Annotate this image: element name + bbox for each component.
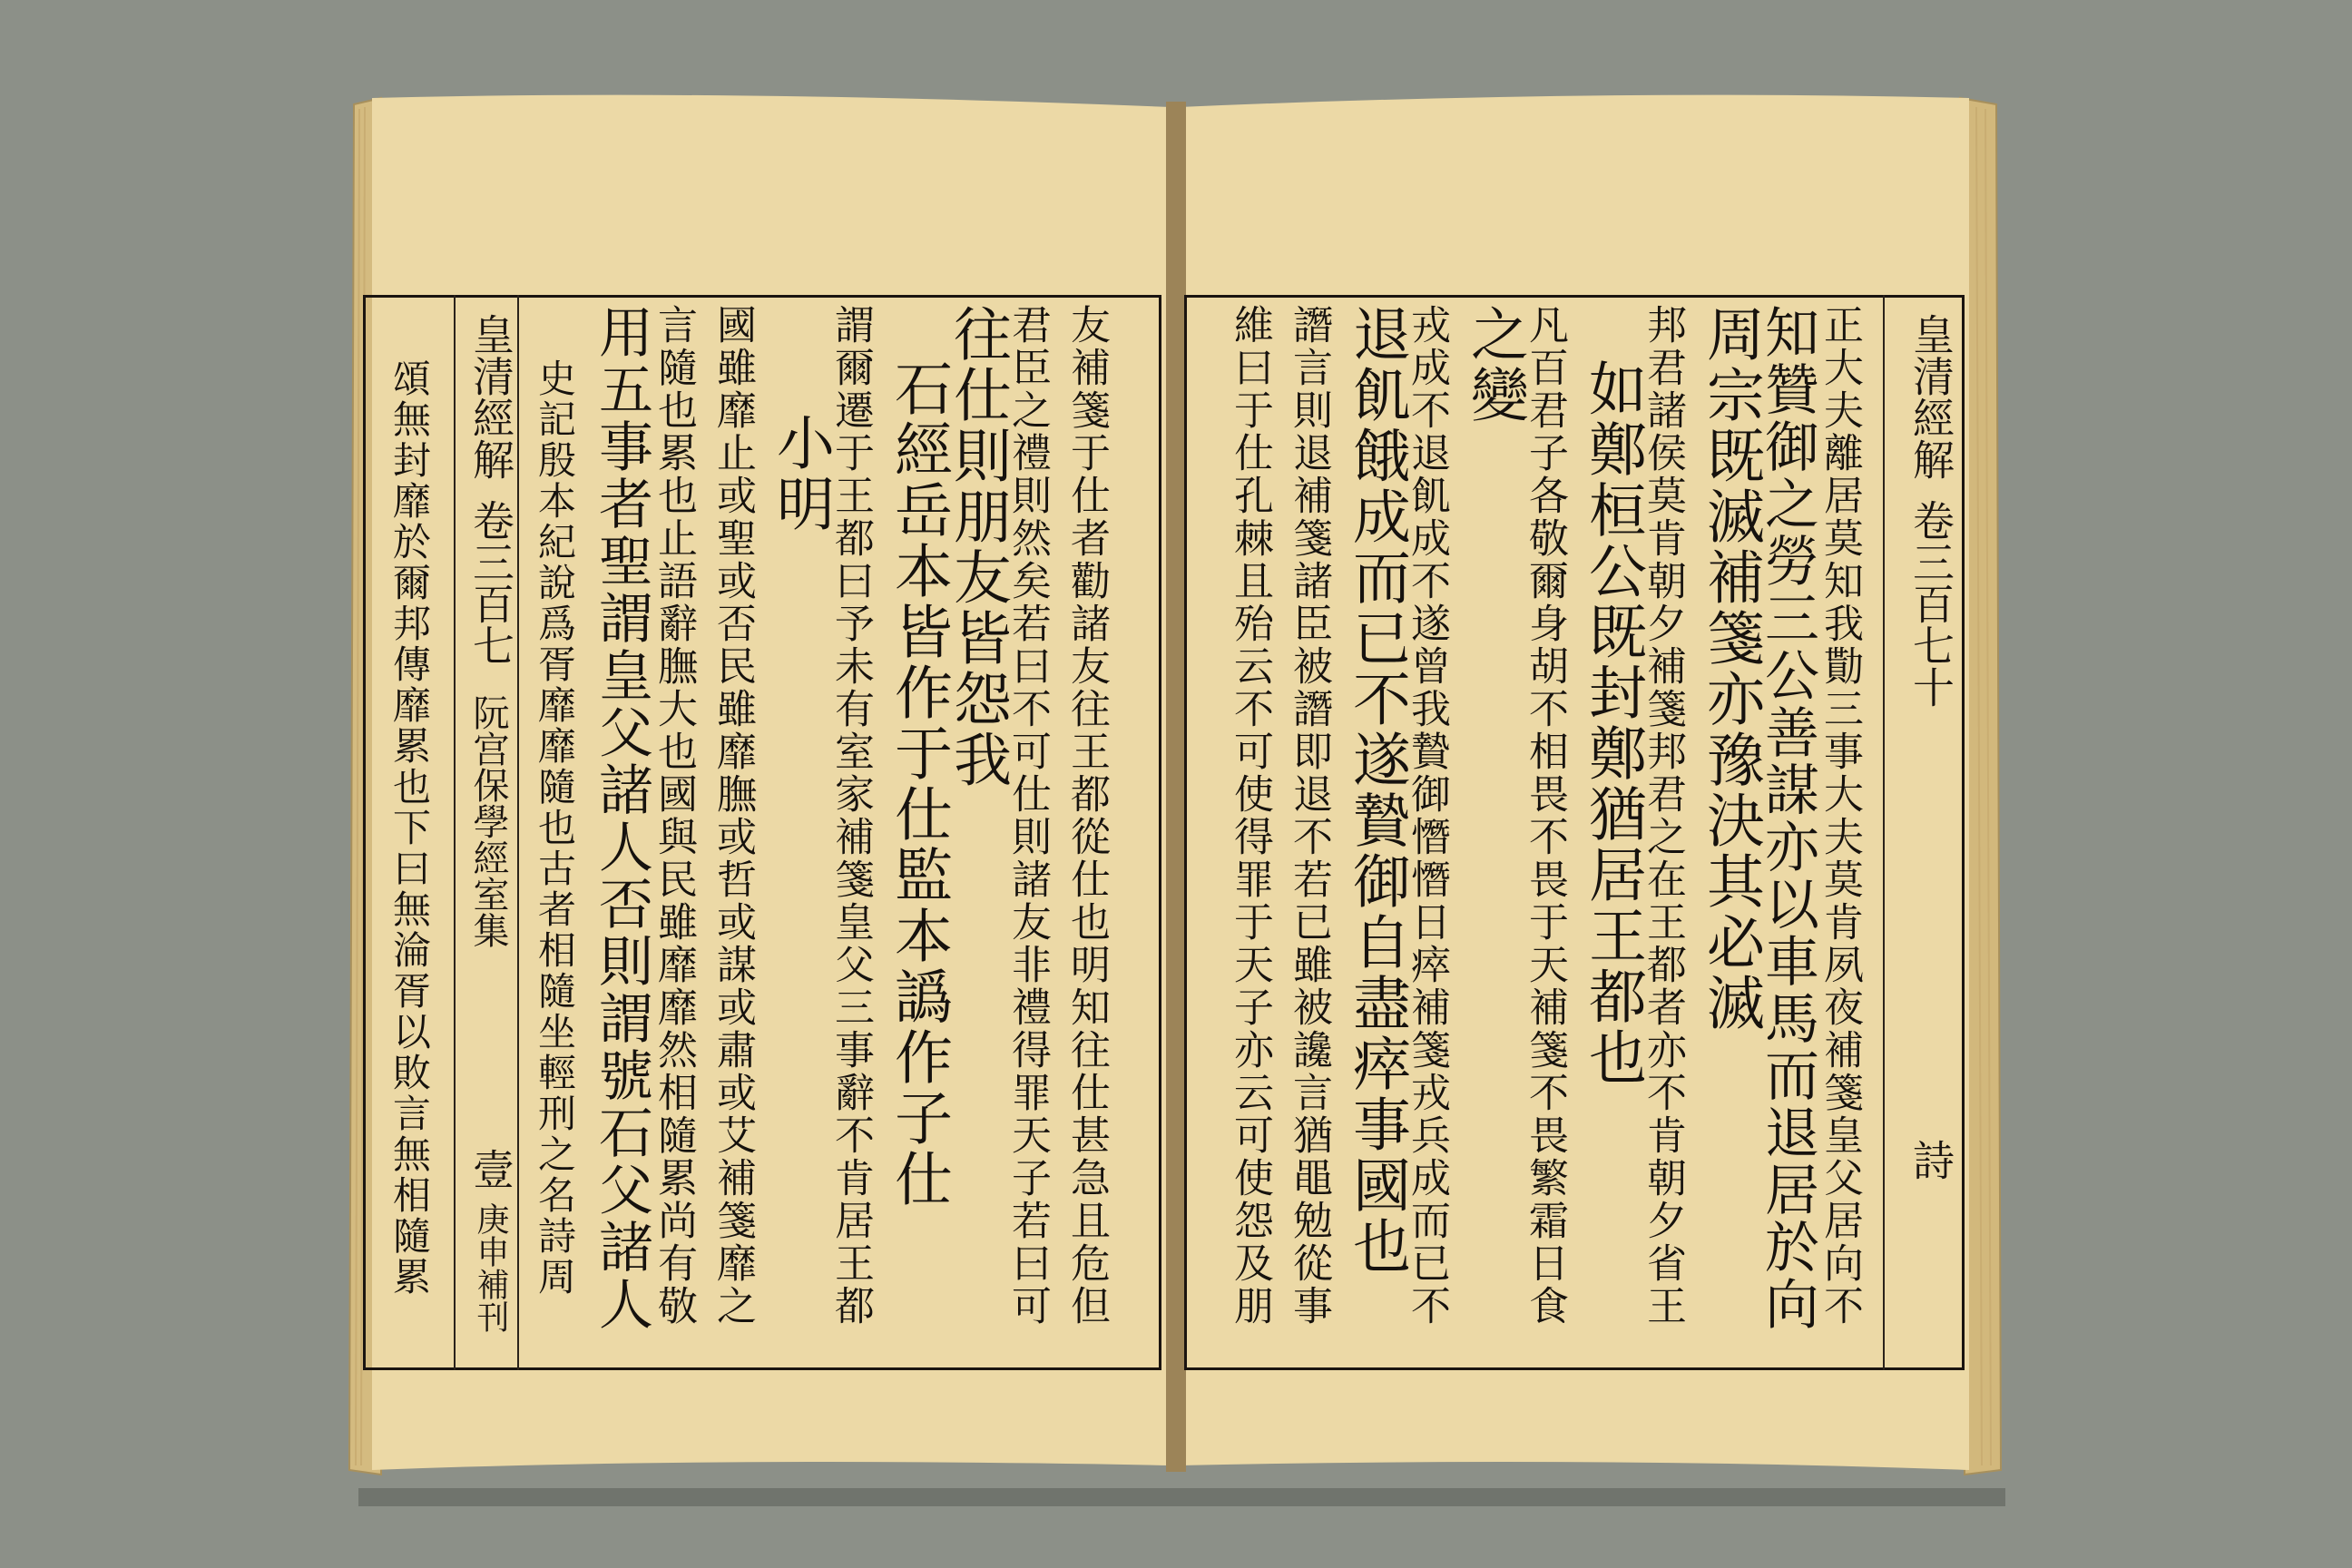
right-text-column-11: 維曰于仕孔棘且殆云不可使得罪于天子亦云可使怨及朋 xyxy=(1227,304,1273,1328)
left-text-column-1: 友補箋于仕者勸諸友往王都從仕也明知往仕甚急且危但 xyxy=(1063,304,1110,1328)
book-gutter xyxy=(1166,102,1186,1472)
right-text-column-2: 知贊御之勞三公善謀亦以車馬而退居於向 xyxy=(1756,304,1819,1333)
column-rule xyxy=(517,295,519,1370)
right-text-column-7: 之變 xyxy=(1461,304,1528,426)
left-text-column-11: 頌無封靡於爾邦傳靡累也下曰無淪胥以敗言無相隨累 xyxy=(387,358,432,1298)
right-text-column-4: 邦君諸侯莫肯朝夕補箋邦君之在王都者亦不肯朝夕省王 xyxy=(1640,304,1686,1328)
left-text-column-8: 言隨也累也止語辭膴大也國與民雖靡靡然相隨累尚有敬 xyxy=(651,304,697,1328)
left-text-column-2: 君臣之禮則然矣若曰不可仕則諸友非禮得罪天子若曰可 xyxy=(1004,304,1051,1328)
book-shadow xyxy=(358,1488,2005,1506)
right-margin-leaf: 詩 xyxy=(1906,1139,1955,1181)
left-margin-leaf: 壹 xyxy=(466,1148,515,1190)
right-text-column-10: 譖言則退補箋諸臣被譖即退不若已雖被讒言猶黽勉從事 xyxy=(1286,304,1332,1328)
left-margin-note: 庚申補刊 xyxy=(472,1202,509,1333)
left-text-column-3: 往仕則朋友皆怨我 xyxy=(944,304,1011,790)
left-text-column-9: 用五事者聖謂皇父諸人否則謂號石父諸人 xyxy=(590,304,653,1333)
right-text-column-9: 退飢餓成而已不遂贄御自盡瘁事國也 xyxy=(1343,304,1410,1277)
column-rule xyxy=(1883,295,1885,1370)
right-text-column-1: 正大夫離居莫知我勩三事大夫莫肯夙夜補箋皇父居向不 xyxy=(1817,304,1863,1328)
left-text-column-10: 史記殷本紀說爲胥靡靡隨也古者相隨坐輕刑之名詩周 xyxy=(533,358,577,1298)
left-text-column-6: 小明 xyxy=(767,413,834,534)
right-text-column-8: 戎成不退飢成不遂曾我贄御憯憯日瘁補箋戎兵成而已不 xyxy=(1404,304,1450,1328)
left-margin-volume: 卷三百七 xyxy=(466,499,515,666)
left-text-column-5: 謂爾遷于王都曰予未有室家補箋皇父三事辭不肯居王都 xyxy=(828,304,874,1328)
column-rule xyxy=(454,295,456,1370)
right-margin-volume: 卷三百七十 xyxy=(1906,499,1955,708)
left-margin-publisher: 阮宫保學經室集 xyxy=(467,694,509,948)
left-page-text-block xyxy=(363,295,1161,1370)
left-text-column-4: 石經岳本皆作于仕監本譌作子仕 xyxy=(885,358,952,1210)
left-margin-title: 皇清經解 xyxy=(466,313,515,480)
left-text-column-7: 國雖靡止或聖或否民雖靡膴或哲或謀或肅或艾補箋靡之 xyxy=(710,304,756,1328)
right-text-column-6: 凡百君子各敬爾身胡不相畏不畏于天補箋不畏繁霜日食 xyxy=(1522,304,1568,1328)
right-margin-title: 皇清經解 xyxy=(1906,313,1955,480)
right-text-column-5: 如鄭桓公既封鄭猶居王都也 xyxy=(1579,358,1646,1088)
right-text-column-3: 周宗既滅補箋亦豫決其必滅 xyxy=(1697,304,1764,1034)
right-page-text-block xyxy=(1184,295,1965,1370)
